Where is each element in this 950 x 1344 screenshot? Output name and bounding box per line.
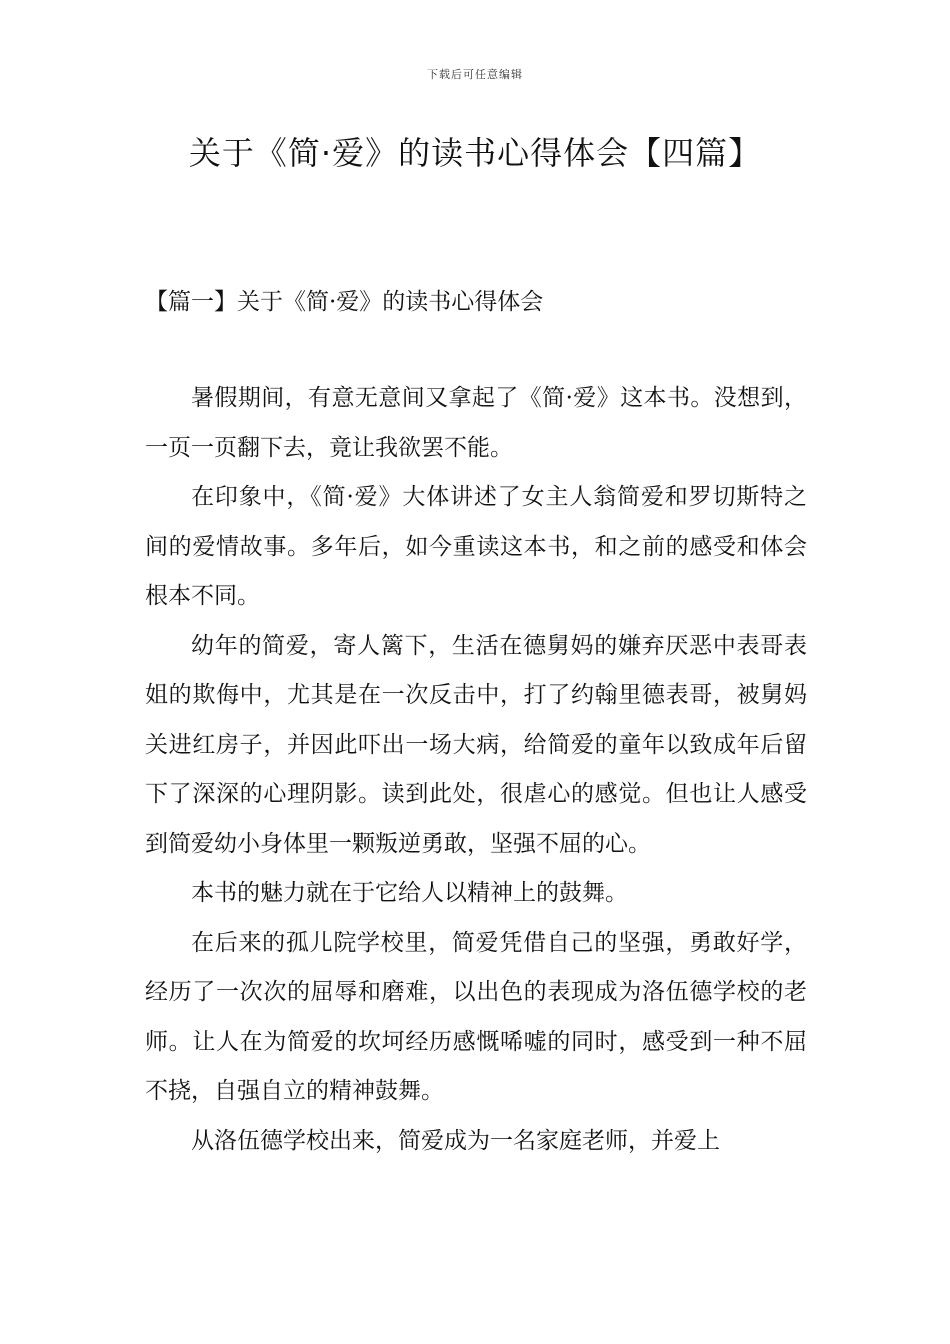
body-text [145, 374, 807, 1166]
paragraph: 暑假期间，有意无意间又拿起了《简·爱》这本书。没想到，一页一页翻下去，竟让我欲罢不能。 [145, 385, 807, 461]
paragraph: 幼年的简爱，寄人篱下，生活在德舅妈的嫌弃厌恶中表哥表姐的欺侮中，尤其是在一次反击中，打了约翰里德表哥，被舅妈关进红房子，并因此吓出一场大病，给简爱的童年以致成年后留下了深深的心理阴影。读到此处，很虐心的感觉。但也让人感受到简爱幼小身体里一颗叛逆勇敢，坚强不屈的心。 [145, 632, 807, 857]
paragraph: 从洛伍德学校出来，简爱成为一名家庭老师，并爱上 [191, 1127, 720, 1154]
paragraph: 在后来的孤儿院学校里，简爱凭借自己的坚强，勇敢好学，经历了一次次的屈辱和磨难，以出色的表现成为洛伍德学校的老师。让人在为简爱的坎坷经历感慨唏嘘的同时，感受到一种不屈不挠，自强自立的精神鼓舞。 [145, 929, 807, 1104]
section-heading: 【篇一】关于《简·爱》的读书心得体会 [145, 289, 544, 315]
document-title: 关于《简·爱》的读书心得体会【四篇】 [188, 134, 762, 172]
header-note: 下载后可任意编辑 [427, 68, 523, 81]
paragraph: 本书的魅力就在于它给人以精神上的鼓舞。 [191, 880, 628, 906]
paragraph: 在印象中，《简·爱》大体讲述了女主人翁简爱和罗切斯特之间的爱情故事。多年后，如今重读这本书，和之前的感受和体会根本不同。 [145, 484, 807, 609]
